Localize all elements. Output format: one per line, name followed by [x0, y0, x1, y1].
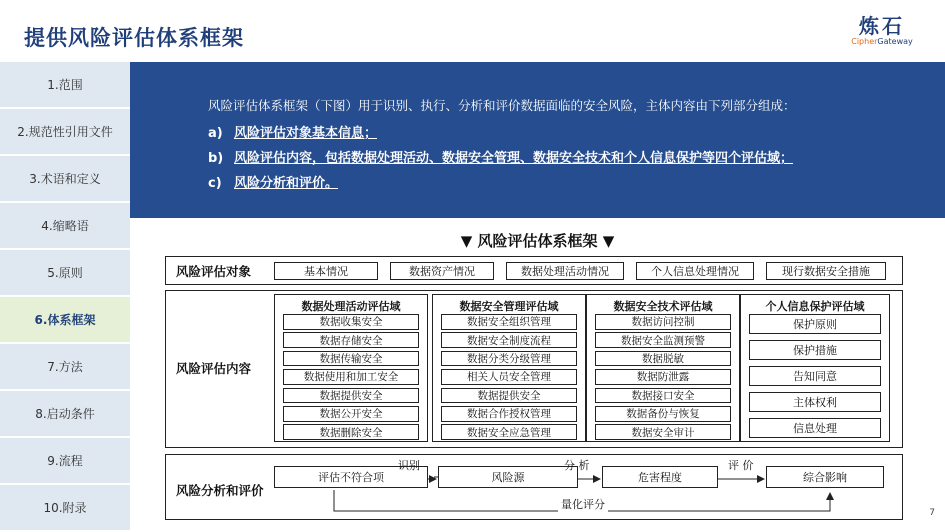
sidebar-item-appendix[interactable]: 10.附录	[0, 485, 130, 532]
page-title: 提供风险评估体系框架	[24, 26, 244, 50]
intro-banner	[130, 62, 945, 218]
domain-item: 数据使用和加工安全	[283, 369, 419, 385]
domain-security-technology	[586, 294, 740, 442]
bullet-marker: b)	[208, 151, 224, 166]
banner-bullet-c	[208, 172, 338, 191]
domain-item: 数据公开安全	[283, 406, 419, 422]
logo-en-text	[837, 37, 927, 46]
domain-data-processing	[274, 294, 428, 442]
domain-item: 相关人员安全管理	[441, 369, 577, 385]
assessment-object-label: 风险评估对象	[176, 264, 252, 279]
sidebar-item-abbreviations[interactable]: 4.缩略语	[0, 203, 130, 250]
domain-item: 数据安全组织管理	[441, 314, 577, 330]
object-security-measures: 现行数据安全措施	[766, 262, 886, 280]
domain-title: 数据安全技术评估域	[613, 300, 713, 313]
domain-item: 保护措施	[749, 340, 881, 360]
banner-bullet-a	[208, 122, 377, 141]
company-logo	[837, 10, 927, 46]
sidebar-item-principles[interactable]: 5.原则	[0, 250, 130, 297]
object-data-assets: 数据资产情况	[390, 262, 494, 280]
domain-item: 数据安全审计	[595, 424, 731, 440]
bullet-marker: a)	[208, 126, 223, 141]
flow-node-risk-source: 风险源	[438, 466, 578, 488]
domain-item: 数据脱敏	[595, 351, 731, 367]
analysis-evaluation-label: 风险分析和评价	[176, 483, 264, 498]
flow-label-quantify: 量化评分	[558, 496, 608, 512]
domain-title: 数据安全管理评估域	[459, 300, 559, 313]
domain-item: 数据防泄露	[595, 369, 731, 385]
sidebar-item-normative-references[interactable]: 2.规范性引用文件	[0, 109, 130, 156]
domain-item: 数据备份与恢复	[595, 406, 731, 422]
analysis-evaluation-row	[165, 454, 903, 520]
sidebar-item-framework[interactable]: 6.体系框架	[0, 297, 130, 344]
domain-item: 数据安全制度流程	[441, 332, 577, 348]
logo-cn-text: 炼石	[859, 14, 905, 38]
sidebar-item-start-conditions[interactable]: 8.启动条件	[0, 391, 130, 438]
domain-item: 数据提供安全	[283, 388, 419, 404]
domain-item: 数据传输安全	[283, 351, 419, 367]
domain-item: 数据安全监测预警	[595, 332, 731, 348]
domain-item: 数据安全应急管理	[441, 424, 577, 440]
sidebar-item-scope[interactable]: 1.范围	[0, 62, 130, 109]
bullet-marker: c)	[208, 176, 222, 191]
domain-item: 数据提供安全	[441, 388, 577, 404]
bullet-text: 风险评估对象基本信息；	[234, 126, 378, 141]
page-number: 7	[929, 508, 935, 518]
framework-title: ▼ 风险评估体系框架 ▼	[460, 232, 615, 250]
logo-en-prefix: Cipher	[851, 37, 878, 46]
domain-item: 保护原则	[749, 314, 881, 334]
bullet-text: 风险分析和评价。	[234, 176, 339, 191]
logo-en-suffix: Gateway	[877, 37, 913, 46]
domain-item: 数据分类分级管理	[441, 351, 577, 367]
domain-item: 数据收集安全	[283, 314, 419, 330]
flow-label-analyze: 分 析	[564, 459, 590, 472]
domain-item: 数据接口安全	[595, 388, 731, 404]
domain-item: 数据存储安全	[283, 332, 419, 348]
assessment-content-row	[165, 290, 903, 448]
domain-title: 数据处理活动评估域	[301, 300, 401, 313]
flow-node-harm-degree: 危害程度	[602, 466, 718, 488]
banner-bullet-b	[208, 147, 793, 166]
flow-connectors	[166, 455, 904, 521]
domain-item: 信息处理	[749, 418, 881, 438]
domain-item: 数据合作授权管理	[441, 406, 577, 422]
sidebar-item-process[interactable]: 9.流程	[0, 438, 130, 485]
sidebar-item-terms-definitions[interactable]: 3.术语和定义	[0, 156, 130, 203]
banner-intro-text: 风险评估体系框架（下图）用于识别、执行、分析和评价数据面临的安全风险，主体内容由下列部分组成：	[208, 98, 796, 113]
flow-node-nonconformity: 评估不符合项	[274, 466, 428, 488]
object-personal-info: 个人信息处理情况	[636, 262, 754, 280]
bullet-text: 风险评估内容，包括数据处理活动、数据安全管理、数据安全技术和个人信息保护等四个评估域；	[234, 151, 794, 166]
sidebar-nav	[0, 62, 130, 532]
domain-security-management	[432, 294, 586, 442]
sidebar-item-methods[interactable]: 7.方法	[0, 344, 130, 391]
domain-item: 告知同意	[749, 366, 881, 386]
object-basic-info: 基本情况	[274, 262, 378, 280]
assessment-content-label: 风险评估内容	[176, 361, 252, 376]
domain-item: 数据删除安全	[283, 424, 419, 440]
flow-node-overall-impact: 综合影响	[766, 466, 884, 488]
domain-personal-info-protection	[740, 294, 890, 442]
object-data-processing: 数据处理活动情况	[506, 262, 624, 280]
assessment-object-row	[165, 256, 903, 285]
flow-label-identify: 识别	[398, 459, 420, 472]
domain-item: 主体权利	[749, 392, 881, 412]
domain-item: 数据访问控制	[595, 314, 731, 330]
domain-title: 个人信息保护评估域	[765, 300, 865, 313]
flow-label-evaluate: 评 价	[728, 459, 754, 472]
